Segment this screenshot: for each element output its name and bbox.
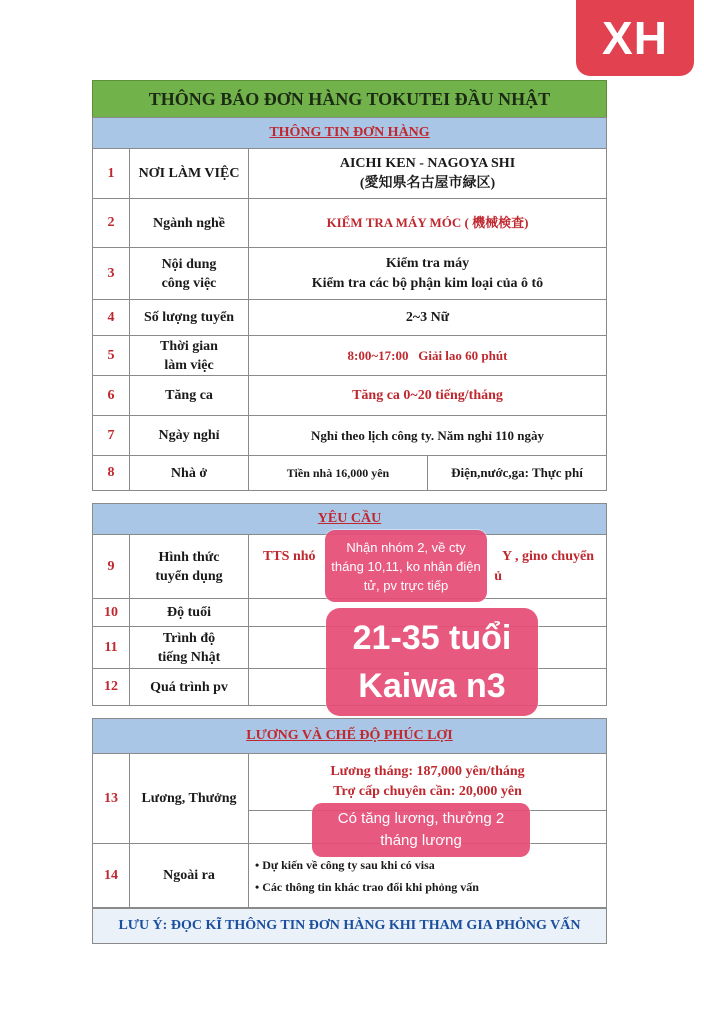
sticker-line: tử, pv trực tiếp: [363, 577, 449, 593]
workplace-japanese: (愛知県名古屋市緑区): [359, 175, 496, 191]
table-row: [93, 336, 606, 376]
row-number: 2: [93, 199, 130, 247]
sticker-line: Kaiwa n3: [358, 667, 506, 705]
row-label: Số lượng tuyển: [130, 300, 249, 335]
row-value: 2~3 Nữ: [405, 309, 450, 325]
document-title: THÔNG BÁO ĐƠN HÀNG TOKUTEI ĐẦU NHẬT: [92, 80, 607, 118]
row-number: 13: [93, 754, 130, 843]
label-line: Hình thức: [158, 549, 220, 565]
row-label: Độ tuổi: [130, 599, 249, 626]
monthly-salary: Lương tháng: 187,000 yên/tháng: [330, 764, 525, 779]
attendance-allowance: Trợ cấp chuyên cần: 20,000 yên: [333, 784, 522, 799]
row-label: NƠI LÀM VIỆC: [130, 149, 249, 198]
utilities-value: Điện,nước,ga: Thực phí: [451, 465, 583, 480]
row-number: 1: [93, 149, 130, 198]
table-row: [93, 376, 606, 416]
footer-note: LƯU Ý: ĐỌC KĨ THÔNG TIN ĐƠN HÀNG KHI THAM GIA PHỎNG VẤN: [93, 908, 606, 943]
recruit-text-right: Y , gino chuyển: [501, 549, 594, 564]
table-row: [93, 456, 606, 490]
sticker-line: Có tăng lương, thưởng 2: [337, 810, 505, 827]
row-value: KIỂM TRA MÁY MÓC ( 機械検査): [326, 215, 529, 230]
row-value: Nghỉ theo lịch công ty. Năm nghỉ 110 ngày: [311, 427, 544, 443]
row-number: 6: [93, 376, 130, 415]
row-label: Quá trình pv: [130, 669, 249, 705]
order-info-table: [92, 117, 607, 491]
row-label: [130, 248, 249, 299]
row-number: 8: [93, 456, 130, 490]
row-value: [249, 248, 606, 299]
value-line: Kiểm tra các bộ phận kim loại của ô tô: [311, 275, 544, 291]
bullet-item: • Dự kiến về công ty sau khi có visa: [255, 857, 435, 872]
row-number: 14: [93, 844, 130, 907]
sticker-line: tháng 10,11, ko nhận điện: [331, 558, 481, 574]
section-order-info: THÔNG TIN ĐƠN HÀNG: [93, 118, 606, 149]
label-line: công việc: [161, 275, 217, 291]
table-row: [93, 300, 606, 336]
row-number: 10: [93, 599, 130, 626]
row-label: Ngành nghề: [130, 199, 249, 247]
bullet-item: • Các thông tin khác trao đổi khi phỏng vấn: [255, 879, 479, 894]
label-line: làm việc: [164, 357, 214, 373]
label-line: Trình độ: [162, 630, 216, 646]
sticker-recruitment-note: [325, 530, 487, 602]
row-label: Ngày nghỉ: [130, 416, 249, 455]
recruit-text-left: TTS nhó: [263, 549, 316, 564]
label-line: tuyển dụng: [155, 568, 223, 584]
row-number: 12: [93, 669, 130, 705]
row-label: Lương, Thưởng: [130, 754, 249, 843]
sticker-age-language: [326, 608, 538, 716]
row-value: Tăng ca 0~20 tiếng/tháng: [352, 387, 503, 403]
recruit-text-fragment: ủ: [494, 569, 502, 584]
row-value: 8:00~17:00 Giải lao 60 phút: [347, 347, 508, 363]
row-value: [249, 149, 606, 198]
xh-logo: XH: [576, 0, 694, 76]
row-label: [130, 627, 249, 668]
table-row: [93, 149, 606, 199]
row-label: Ngoài ra: [130, 844, 249, 907]
table-row: [93, 416, 606, 456]
table-row: [93, 199, 606, 248]
row-number: 3: [93, 248, 130, 299]
section-requirements: YÊU CẦU: [93, 504, 606, 535]
row-label: Nhà ở: [130, 456, 249, 490]
label-line: tiếng Nhật: [157, 649, 221, 665]
row-number: 5: [93, 336, 130, 375]
sticker-line: Nhận nhóm 2, về cty: [346, 539, 466, 555]
workplace-value: AICHI KEN - NAGOYA SHI: [339, 155, 516, 171]
sticker-salary-bonus: [312, 803, 530, 857]
sticker-line: 21-35 tuổi: [352, 619, 512, 657]
rent-value: Tiền nhà 16,000 yên: [249, 456, 428, 490]
sticker-line: tháng lương: [380, 832, 462, 849]
value-line: Kiểm tra máy: [385, 255, 470, 271]
label-line: Nội dung: [161, 256, 217, 272]
label-line: Thời gian: [160, 338, 218, 354]
row-label: [130, 336, 249, 375]
row-number: 4: [93, 300, 130, 335]
row-label: Tăng ca: [130, 376, 249, 415]
row-number: 9: [93, 535, 130, 598]
row-number: 11: [93, 627, 130, 668]
table-row: [93, 248, 606, 300]
row-number: 7: [93, 416, 130, 455]
section-salary: LƯƠNG VÀ CHẾ ĐỘ PHÚC LỢI: [93, 719, 606, 754]
row-label: [130, 535, 249, 598]
housing-values: [249, 456, 606, 490]
